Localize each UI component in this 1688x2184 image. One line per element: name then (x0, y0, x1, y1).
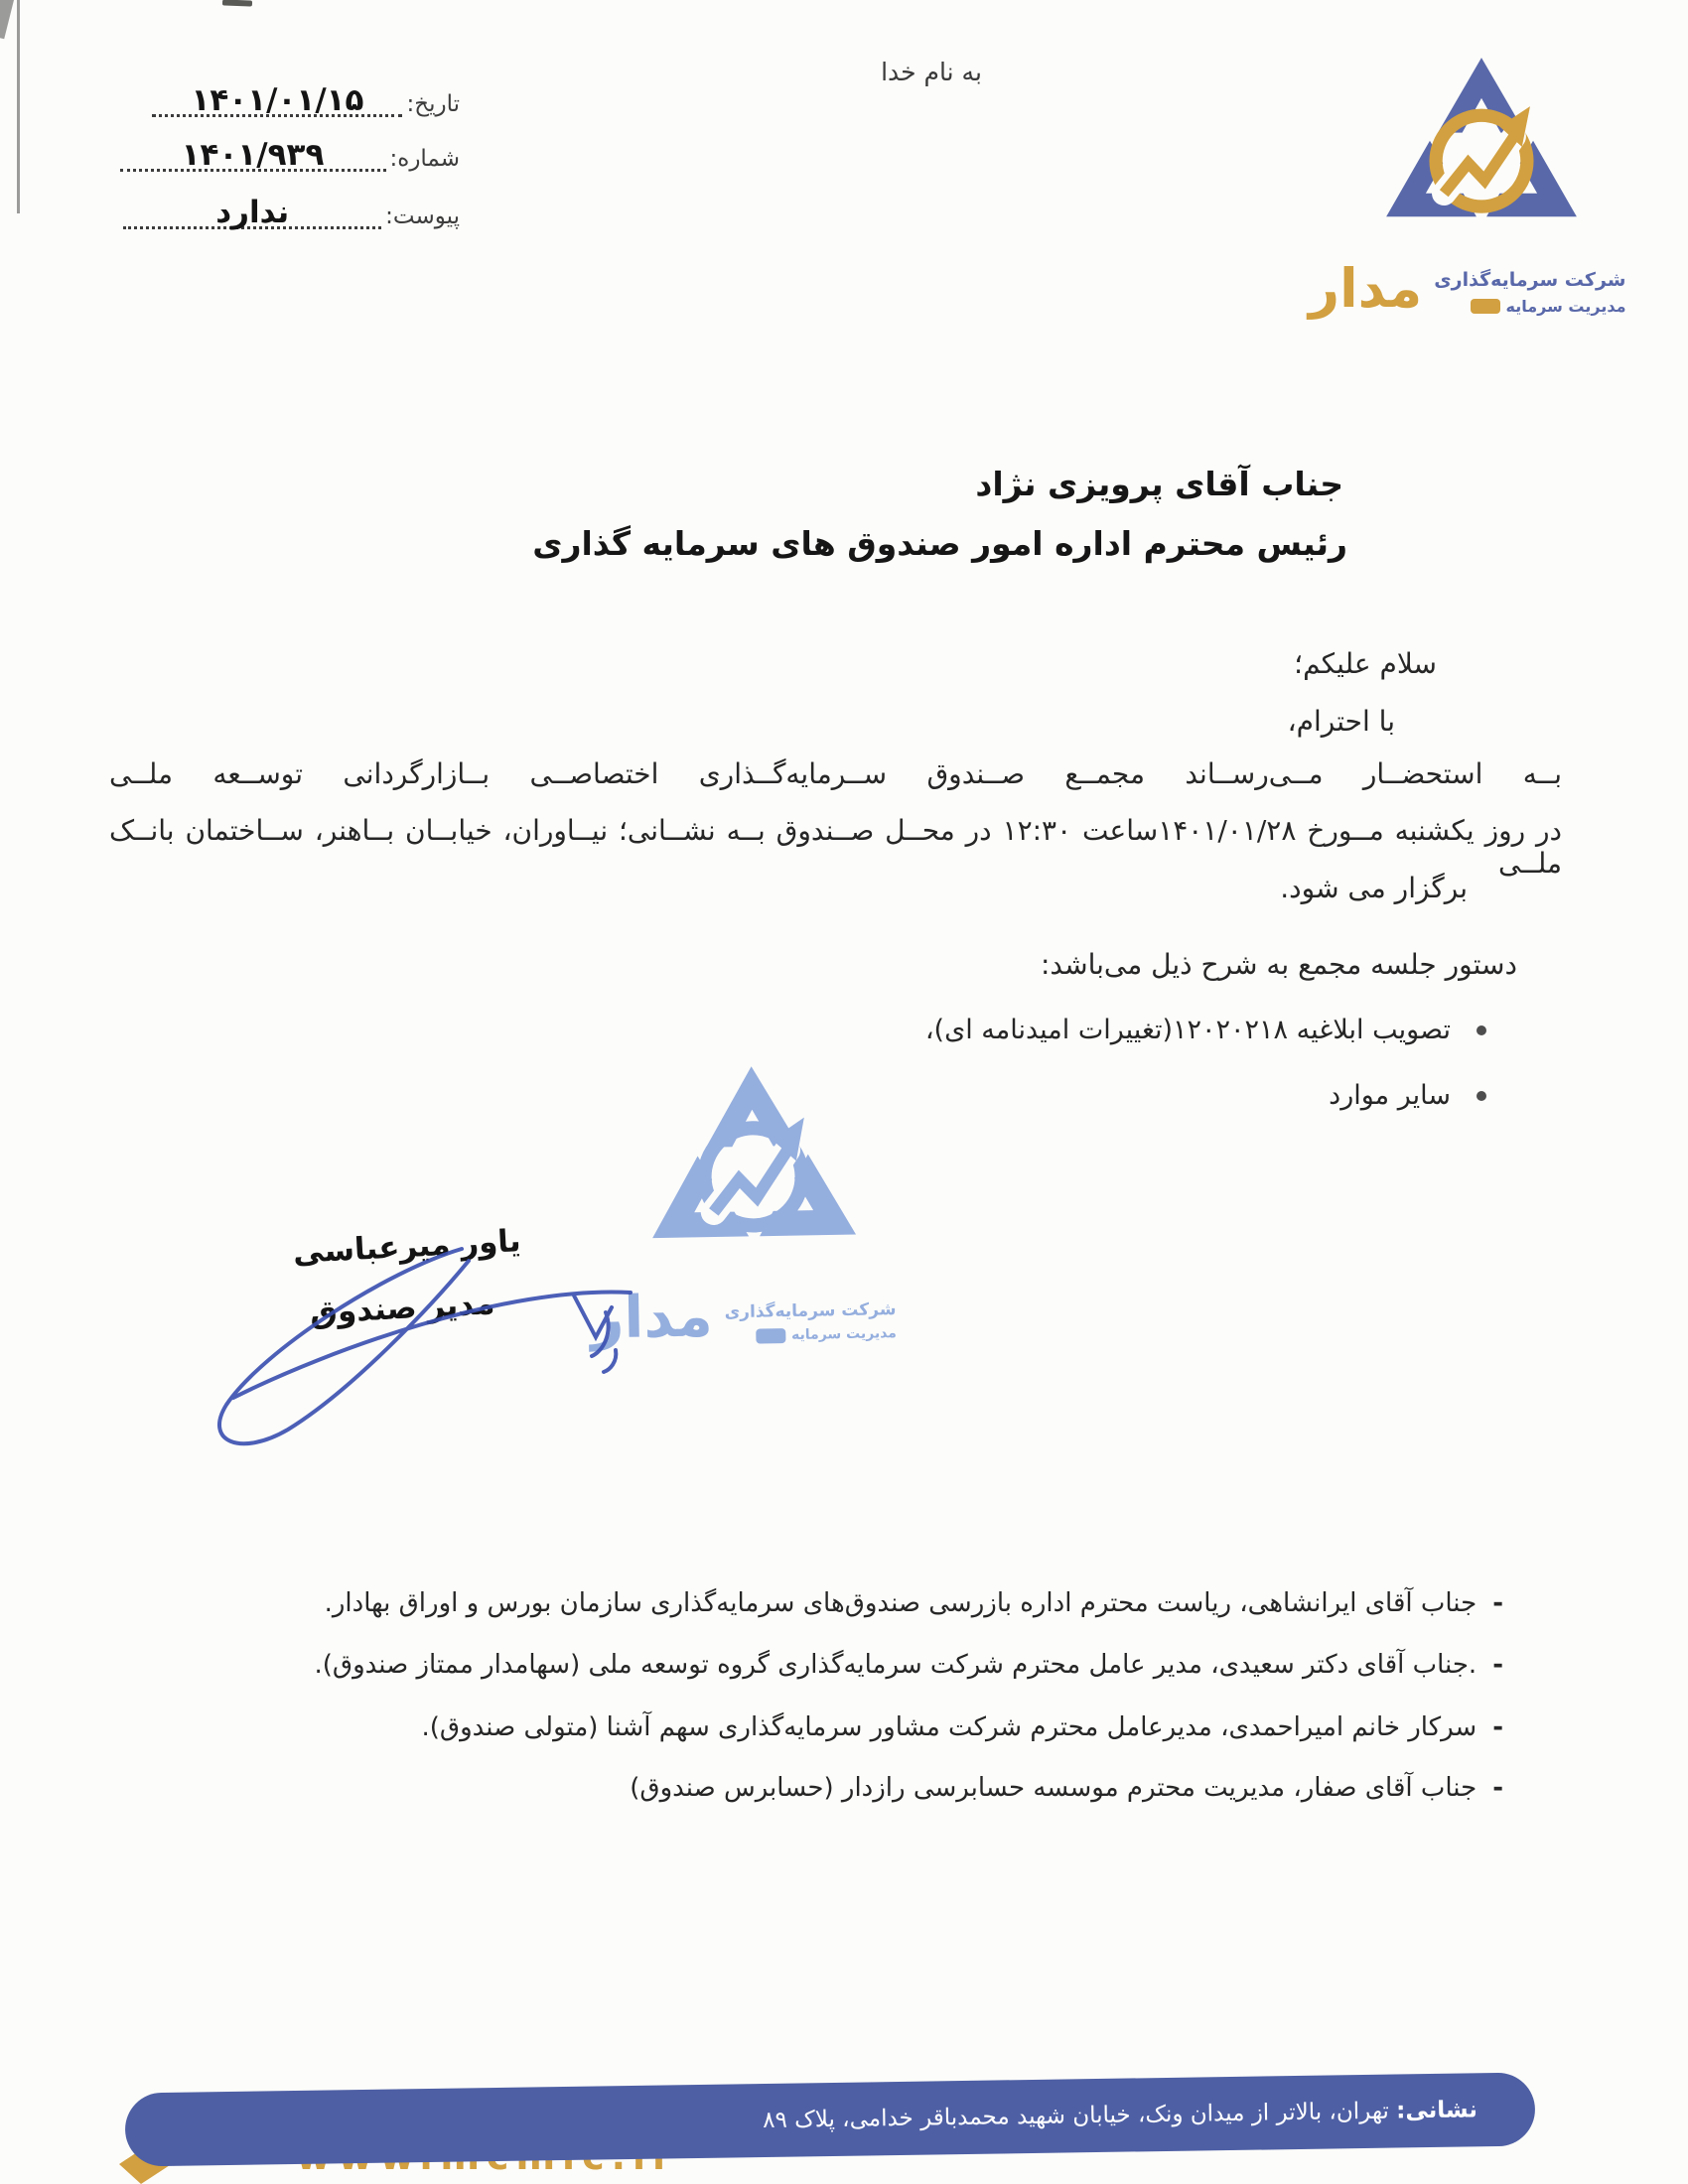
logo-triangle-icon (1366, 52, 1597, 254)
stamp-pill-icon (756, 1328, 785, 1344)
number-value: ۱۴۰۱/۹۳۹ (181, 137, 325, 173)
cc-item-text: .جناب آقای دکتر سعیدی، مدیر عامل محترم شرکت سرمایه‌گذاری گروه توسعه ملی (سهامدار ممتاز صندوق). (314, 1650, 1477, 1680)
number-dotted-line (120, 137, 386, 173)
body-line-1: بــه استحضــار مــی‌رســاند مجمــع صــندوق ســرمایه‌گــذاری اختصاصــی بــازارگردانی توســعه ملــی (109, 757, 1562, 790)
cc-item-4 (630, 1773, 1503, 1803)
agenda-item-text: تصویب ابلاغیه ۱۲۰۲۰۲۱۸(تغییرات امیدنامه ای)، (924, 1015, 1451, 1045)
stamp-tagline-1: شرکت سرمایه‌گذاری (724, 1299, 897, 1323)
attachment-label: پیوست: (385, 204, 460, 229)
agenda-item-2 (1329, 1080, 1486, 1111)
meta-date-row (152, 82, 460, 118)
logo-tagline-2: مدیریت سرمایه (1505, 297, 1626, 316)
footer-address (763, 2073, 1478, 2157)
body-line-3: برگزار می شود. (1280, 872, 1468, 904)
logo-tagline-2-row (1434, 297, 1625, 316)
dash-icon: - (1492, 1773, 1503, 1803)
cc-item-text: جناب آقای صفار، مدیریت محترم موسسه حسابرسی رازدار (حسابرس صندوق) (630, 1773, 1477, 1803)
signature-name: یاور میرعباسی (292, 1223, 522, 1271)
cc-item-1 (325, 1588, 1503, 1618)
footer-address-label: نشانی: (1395, 2097, 1478, 2124)
logo-pill-icon (1471, 299, 1500, 314)
body-line-2: در روز یکشنبه مــورخ ۱۴۰۱/۰۱/۲۸ساعت ۱۲:۳۰ در محــل صــندوق بــه نشــانی؛ نیــاوران، خیابــان بــاهنر، ســاختمان بانــک ملــی (109, 814, 1563, 880)
attachment-value: ندارد (215, 195, 290, 230)
scan-edge-line (17, 0, 20, 213)
company-logo (1309, 52, 1626, 320)
respect-text: با احترام، (1287, 705, 1395, 738)
agenda-item-1 (925, 1015, 1486, 1045)
footer-bar (125, 2072, 1536, 2166)
scan-corner-shadow (0, 0, 15, 39)
signature-title: مدیر صندوق (309, 1286, 496, 1331)
footer-address-text: تهران، بالاتر از میدان ونک، خیابان شهید محمدباقر خدامی، پلاک ۸۹ (762, 2098, 1390, 2134)
dash-icon: - (1492, 1712, 1503, 1742)
stamp-tagline-2-row (725, 1325, 897, 1344)
meta-number-row (120, 137, 460, 173)
bullet-icon (1477, 1025, 1486, 1035)
date-label: تاریخ: (406, 91, 460, 117)
greeting-text: سلام علیکم؛ (1294, 647, 1437, 680)
cc-item-3 (422, 1712, 1504, 1742)
cc-item-2 (315, 1650, 1504, 1680)
scan-top-mark (222, 0, 252, 7)
stamp-wordmark: مدار (590, 1282, 714, 1352)
logo-tagline-1: شرکت سرمایه‌گذاری (1434, 269, 1626, 291)
stamp-tagline-2: مدیریت سرمایه (790, 1325, 898, 1343)
recipient-title: رئیس محترم اداره امور صندوق های سرمایه گذاری (532, 524, 1347, 563)
signature-scribble (179, 1201, 675, 1459)
besmellah-text: به نام خدا (881, 58, 982, 86)
agenda-item-text: سایر موارد (1329, 1080, 1451, 1111)
bullet-icon (1477, 1091, 1486, 1101)
logo-wordmark: مدار (1309, 257, 1423, 320)
agenda-intro: دستور جلسه مجمع به شرح ذیل می‌باشد: (1040, 948, 1517, 981)
dash-icon: - (1492, 1650, 1503, 1680)
cc-item-text: سرکار خانم امیراحمدی، مدیرعامل محترم شرکت مشاور سرمایه‌گذاری سهم آشنا (متولی صندوق). (421, 1712, 1477, 1742)
recipient-name: جناب آقای پرویزی نژاد (975, 465, 1343, 503)
cc-item-text: جناب آقای ایرانشاهی، ریاست محترم اداره بازرسی صندوق‌های سرمایه‌گذاری سازمان بورس و اوراق بهادار. (324, 1588, 1477, 1618)
meta-attachment-row (123, 195, 460, 230)
number-label: شماره: (389, 146, 460, 172)
dash-icon: - (1492, 1588, 1503, 1618)
attachment-dotted-line (123, 195, 381, 230)
date-dotted-line (152, 82, 402, 118)
date-value: ۱۴۰۱/۰۱/۱۵ (191, 82, 364, 118)
